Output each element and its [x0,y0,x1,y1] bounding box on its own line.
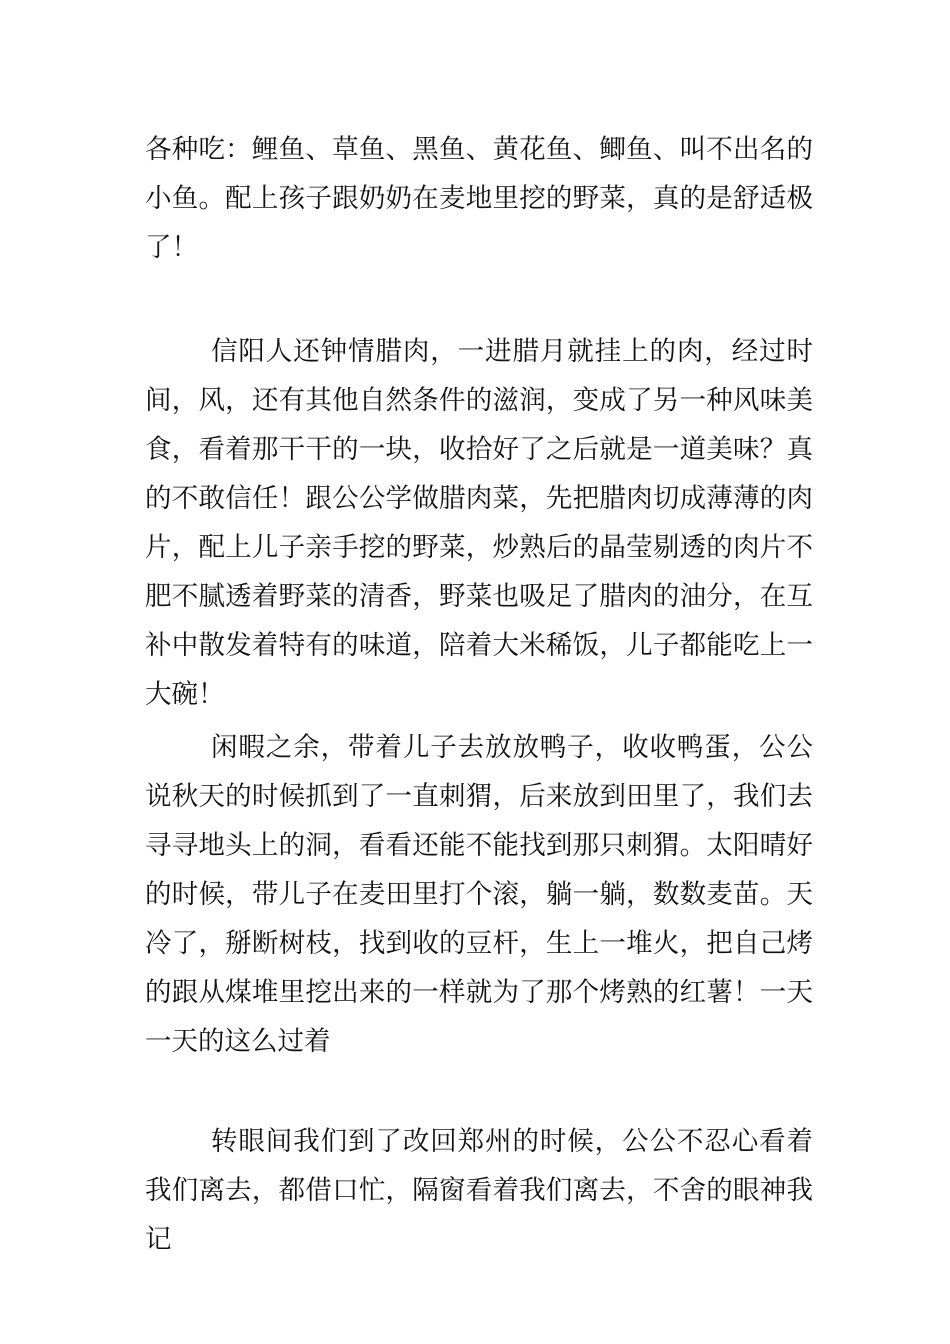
paragraph-fish-dishes: 各种吃：鲤鱼、草鱼、黑鱼、黄花鱼、鲫鱼、叫不出名的小鱼。配上孩子跟奶奶在麦地里挖的野菜，真的是舒适极了！ [145,134,813,263]
paragraph-leisure-time: 闲暇之余，带着儿子去放放鸭子，收收鸭蛋，公公说秋天的时候抓到了一直刺猬，后来放到田里了，我们去寻寻地头上的洞，看看还能不能找到那只刺猬。太阳晴好的时候，带儿子在麦田里打个滚，躺一躺，数数麦苗。天冷了，掰断树枝，找到收的豆杆，生上一堆火，把自己烤的跟从煤堆里挖出来的一样就为了那个烤熟的红薯！一天一天的这么过着 [145,732,813,1057]
paragraph-cured-meat: 信阳人还钟情腊肉，一进腊月就挂上的肉，经过时间，风，还有其他自然条件的滋润，变成了另一种风味美食，看着那干干的一块，收拾好了之后就是一道美味？真的不敢信任！跟公公学做腊肉菜，先把腊肉切成薄薄的肉片，配上儿子亲手挖的野菜，炒熟后的晶莹剔透的肉片不肥不腻透着野菜的清香，野菜也吸足了腊肉的油分，在互补中散发着特有的味道，陪着大米稀饭，儿子都能吃上一大碗！ [145,336,813,710]
paragraph-return-zhengzhou: 转眼间我们到了改回郑州的时候，公公不忍心看着我们离去，都借口忙，隔窗看着我们离去，不舍的眼神我记 [145,1126,813,1255]
